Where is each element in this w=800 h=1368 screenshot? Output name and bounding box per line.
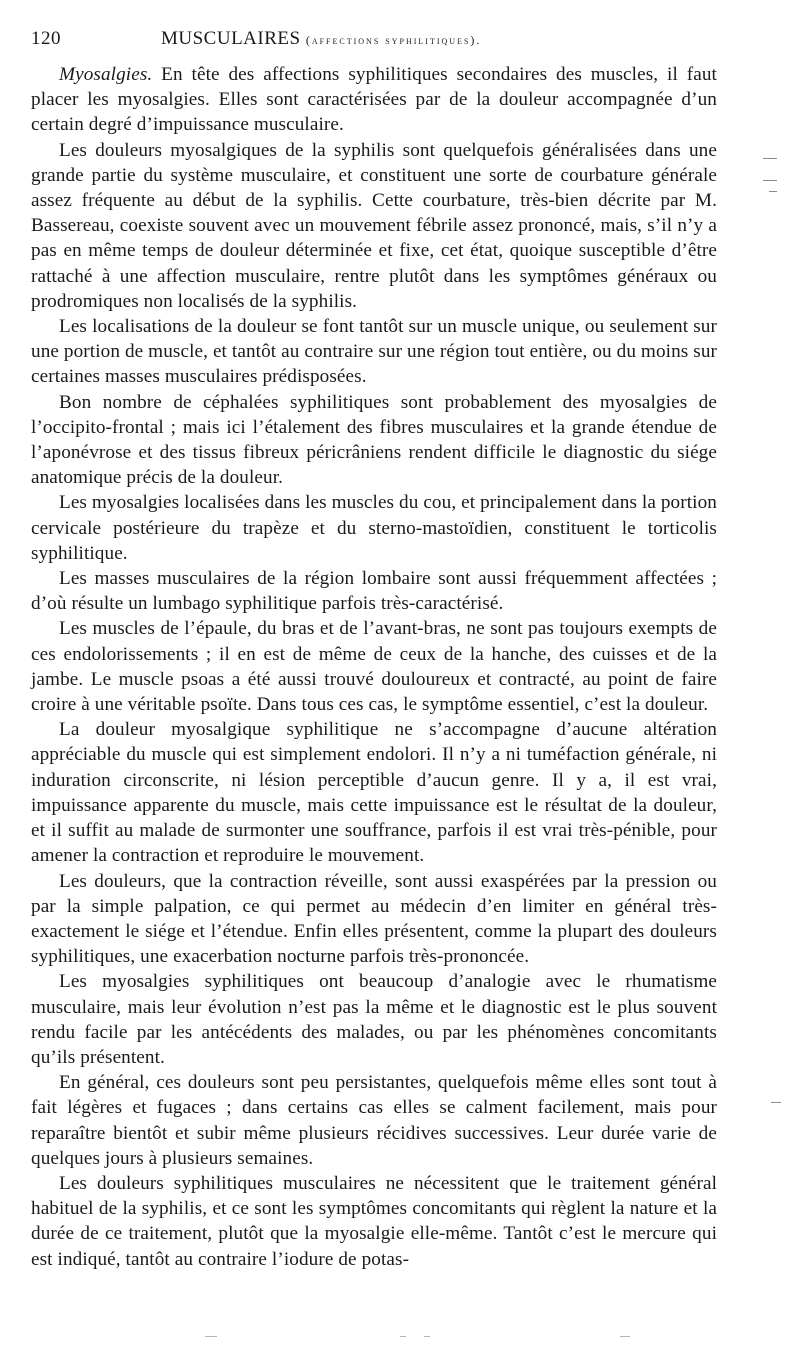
footer-scan-mark [620, 1336, 630, 1337]
running-title-main: MUSCULAIRES [161, 28, 301, 49]
paragraph: La douleur myosalgique syphilitique ne s’accompagne d’aucune altération appréciable du muscle qui est simplement endolori. Il n’y a ni tuméfaction générale, ni induration circonscrite, ni lésion perceptible d’aucun genre. Il y a, il est vrai, impuissance apparente du muscle, mais cette impuissance est le résultat de la douleur, et il suffit au malade de surmonter une souffrance, parfois il est vrai très-pénible, pour amener la contraction et reproduire le mouvement. [31, 719, 717, 867]
paragraph: Les douleurs myosalgiques de la syphilis sont quelquefois généralisées dans une grande partie du système musculaire, et constituent une sorte de courbature générale assez fréquente au début de la syphilis. Cette courbature, très-bien décrite par M. Bassereau, coexiste souvent avec un mouvement fébrile assez prononcé, mais, s’il n’y a pas en même temps de douleur déterminée et fixe, cet état, quoique susceptible d’être rattaché à une affection musculaire, rentre plutôt dans les symptômes généraux ou prodromiques non localisés de la syphilis. [31, 139, 717, 312]
paragraph: Bon nombre de céphalées syphilitiques sont probablement des myosalgies de l’occipito-frontal ; mais ici l’étalement des fibres musculaires et la grande étendue de l’aponévrose et des tissus fibreux péricrâniens rendent difficile le diagnostic du siége anatomique précis de la douleur. [31, 391, 717, 489]
footer-scan-mark [205, 1336, 217, 1337]
paragraph: Les masses musculaires de la région lombaire sont aussi fréquemment affectées ; d’où résulte un lumbago syphilitique parfois très-caractérisé. [31, 568, 717, 615]
paragraph: Les douleurs syphilitiques musculaires ne nécessitent que le traitement général habituel de la syphilis, et ce sont les symptômes concomitants qui règlent la nature et la durée de ce traitement, plutôt que la myosalgie elle-même. Tantôt c’est le mercure qui est indiqué, tantôt au contraire l’iodure de potas- [31, 1172, 717, 1270]
paragraph: Les muscles de l’épaule, du bras et de l’avant-bras, ne sont pas toujours exempts de ces endolorissements ; il en est de même de ceux de la hanche, des cuisses et de la jambe. Le muscle psoas a été aussi trouvé douloureux et contracté, au point de faire croire à une véritable psoïte. Dans tous ces cas, le symptôme essentiel, c’est la douleur. [31, 618, 717, 716]
running-title [161, 28, 481, 50]
paragraph: Les douleurs, que la contraction réveille, sont aussi exaspérées par la pression ou par la simple palpation, ce qui permet au médecin d’en limiter en général très-exactement le siége et l’étendue. Enfin elles présentent, comme la plupart des douleurs syphilitiques, une exacerbation nocturne parfois très-prononcée. [31, 870, 717, 968]
paragraph: En général, ces douleurs sont peu persistantes, quelquefois même elles sont tout à fait légères et fugaces ; dans certains cas elles se calment facilement, mais pour reparaître bientôt et subir même plusieurs récidives successives. Leur durée varie de quelques jours à plusieurs semaines. [31, 1072, 717, 1169]
margin-mark [763, 158, 777, 159]
book-page [31, 28, 717, 1272]
footer-scan-mark [424, 1336, 430, 1337]
paragraph [31, 62, 717, 138]
footer-scan-mark [400, 1336, 406, 1337]
section-lead-in: Myosalgies. [59, 64, 153, 85]
body-text [31, 62, 717, 1272]
margin-mark [763, 180, 777, 181]
paragraph: Les myosalgies syphilitiques ont beaucoup d’analogie avec le rhumatisme musculaire, mais leur évolution n’est pas la même et le diagnostic est le plus souvent rendu facile par les antécédents des malades, ou par les phénomènes concomitants qu’ils présentent. [31, 971, 717, 1068]
page-number: 120 [31, 28, 61, 49]
margin-mark [769, 191, 777, 192]
running-title-subtitle: (affections syphilitiques). [305, 33, 482, 47]
paragraph-text: En tête des affections syphilitiques secondaires des muscles, il faut placer les myosalgies. Elles sont caractérisées par de la douleur accompagnée d’un certain degré d’impuissance musculaire. [31, 64, 717, 136]
paragraph: Les localisations de la douleur se font tantôt sur un muscle unique, ou seulement sur une portion de muscle, et tantôt au contraire sur une région tout entière, ou du moins sur certaines masses musculaires prédisposées. [31, 316, 717, 388]
margin-mark [771, 1102, 781, 1103]
running-head [31, 28, 717, 56]
paragraph: Les myosalgies localisées dans les muscles du cou, et principalement dans la portion cervicale postérieure du trapèze et du sterno-mastoïdien, constituent le torticolis syphilitique. [31, 492, 717, 564]
